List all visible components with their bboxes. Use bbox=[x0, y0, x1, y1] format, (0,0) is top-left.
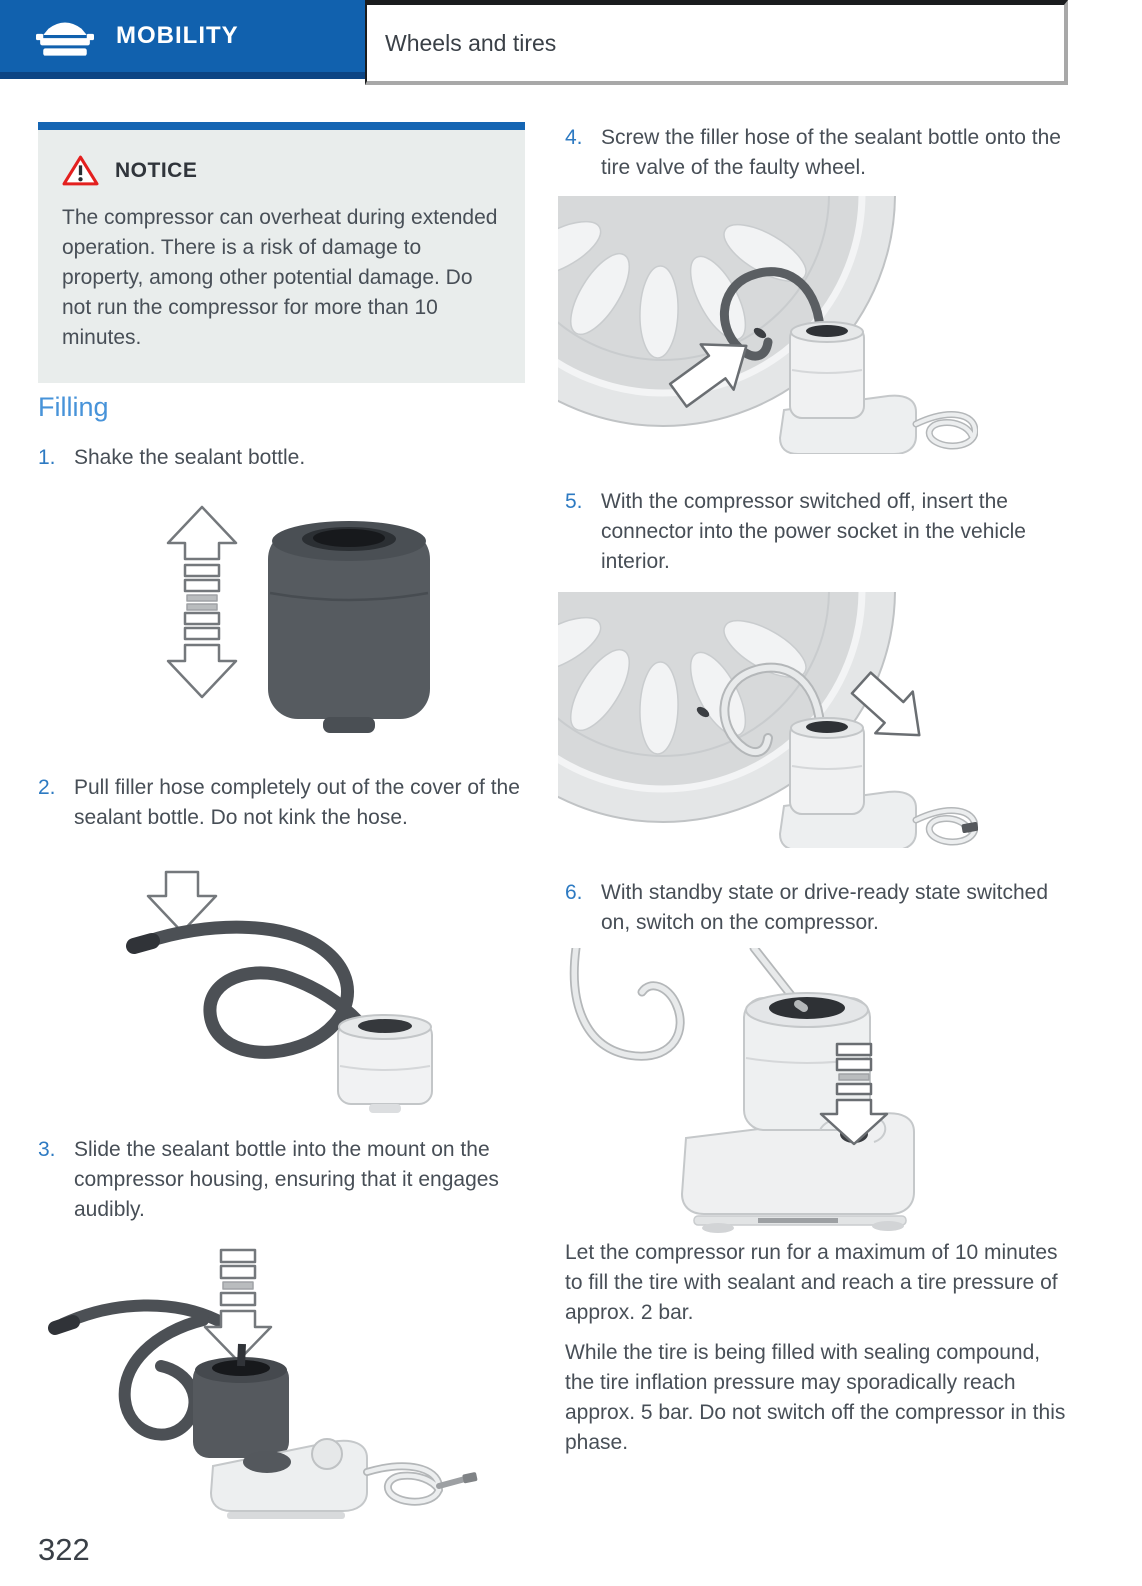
step-2 bbox=[38, 773, 538, 833]
notice-box bbox=[38, 122, 525, 383]
step-1-text: Shake the sealant bottle. bbox=[74, 446, 306, 469]
notice-body bbox=[38, 130, 525, 383]
paragraph-pressure-warning: While the tire is being filled with sealing compound, the tire inflation pressure may sporadically reach approx. 5 bar. Do not switch off the compressor in this phase. bbox=[565, 1341, 1066, 1454]
sealant-bottle-light bbox=[338, 1015, 432, 1113]
sealant-bottle-on-compressor bbox=[780, 718, 978, 848]
figure-insert-power-connector bbox=[558, 592, 978, 848]
notice-title: NOTICE bbox=[115, 158, 198, 182]
figure-slide-bottle-into-mount bbox=[35, 1240, 485, 1527]
figure-shake-sealant-bottle bbox=[140, 497, 440, 750]
step-1 bbox=[38, 443, 528, 473]
paragraph-run-time: Let the compressor run for a maximum of 10 minutes to fill the tire with sealant and reach a tire pressure of approx. 2 bar. bbox=[565, 1241, 1058, 1324]
step-4 bbox=[565, 123, 1070, 183]
step-4-number: 4. bbox=[565, 126, 583, 149]
figure-switch-on-compressor bbox=[558, 948, 978, 1233]
sealant-bottle-dark bbox=[268, 521, 430, 733]
warning-triangle-icon bbox=[62, 154, 99, 187]
step-6-text: With standby state or drive-ready state switched on, switch on the compressor. bbox=[601, 881, 1049, 934]
filling-heading: Filling bbox=[38, 392, 109, 422]
page-number: 322 bbox=[38, 1532, 90, 1567]
step-5 bbox=[565, 487, 1070, 577]
chapter-title: MOBILITY bbox=[116, 22, 239, 49]
chapter-banner bbox=[0, 0, 401, 79]
notice-text: The compressor can overheat during extended operation. There is a risk of damage to property, among other potential damage. Do not run the compressor for more than 10 minutes. bbox=[62, 206, 498, 349]
car-icon bbox=[36, 15, 94, 57]
figure-pull-filler-hose bbox=[100, 860, 450, 1113]
section-title: Wheels and tires bbox=[385, 29, 557, 56]
step-6-number: 6. bbox=[565, 881, 583, 904]
step-3-text: Slide the sealant bottle into the mount on the compressor housing, ensuring that it engages audibly. bbox=[74, 1138, 499, 1221]
figure-hose-onto-tire-valve bbox=[558, 196, 978, 454]
section-title-box bbox=[365, 0, 1068, 85]
sealant-bottle-on-compressor bbox=[780, 322, 975, 454]
step-2-number: 2. bbox=[38, 776, 56, 799]
step-1-number: 1. bbox=[38, 446, 56, 469]
step-3-number: 3. bbox=[38, 1138, 56, 1161]
sealant-bottle-dark bbox=[193, 1344, 289, 1458]
step-2-text: Pull filler hose completely out of the cover of the sealant bottle. Do not kink the hose. bbox=[74, 776, 520, 829]
step-5-number: 5. bbox=[565, 490, 583, 513]
step-4-text: Screw the filler hose of the sealant bottle onto the tire valve of the faulty wheel. bbox=[601, 126, 1061, 179]
step-5-text: With the compressor switched off, insert the connector into the power socket in the vehicle interior. bbox=[601, 490, 1026, 573]
step-3 bbox=[38, 1135, 538, 1225]
step-6 bbox=[565, 878, 1070, 938]
notice-accent-bar bbox=[38, 122, 525, 130]
